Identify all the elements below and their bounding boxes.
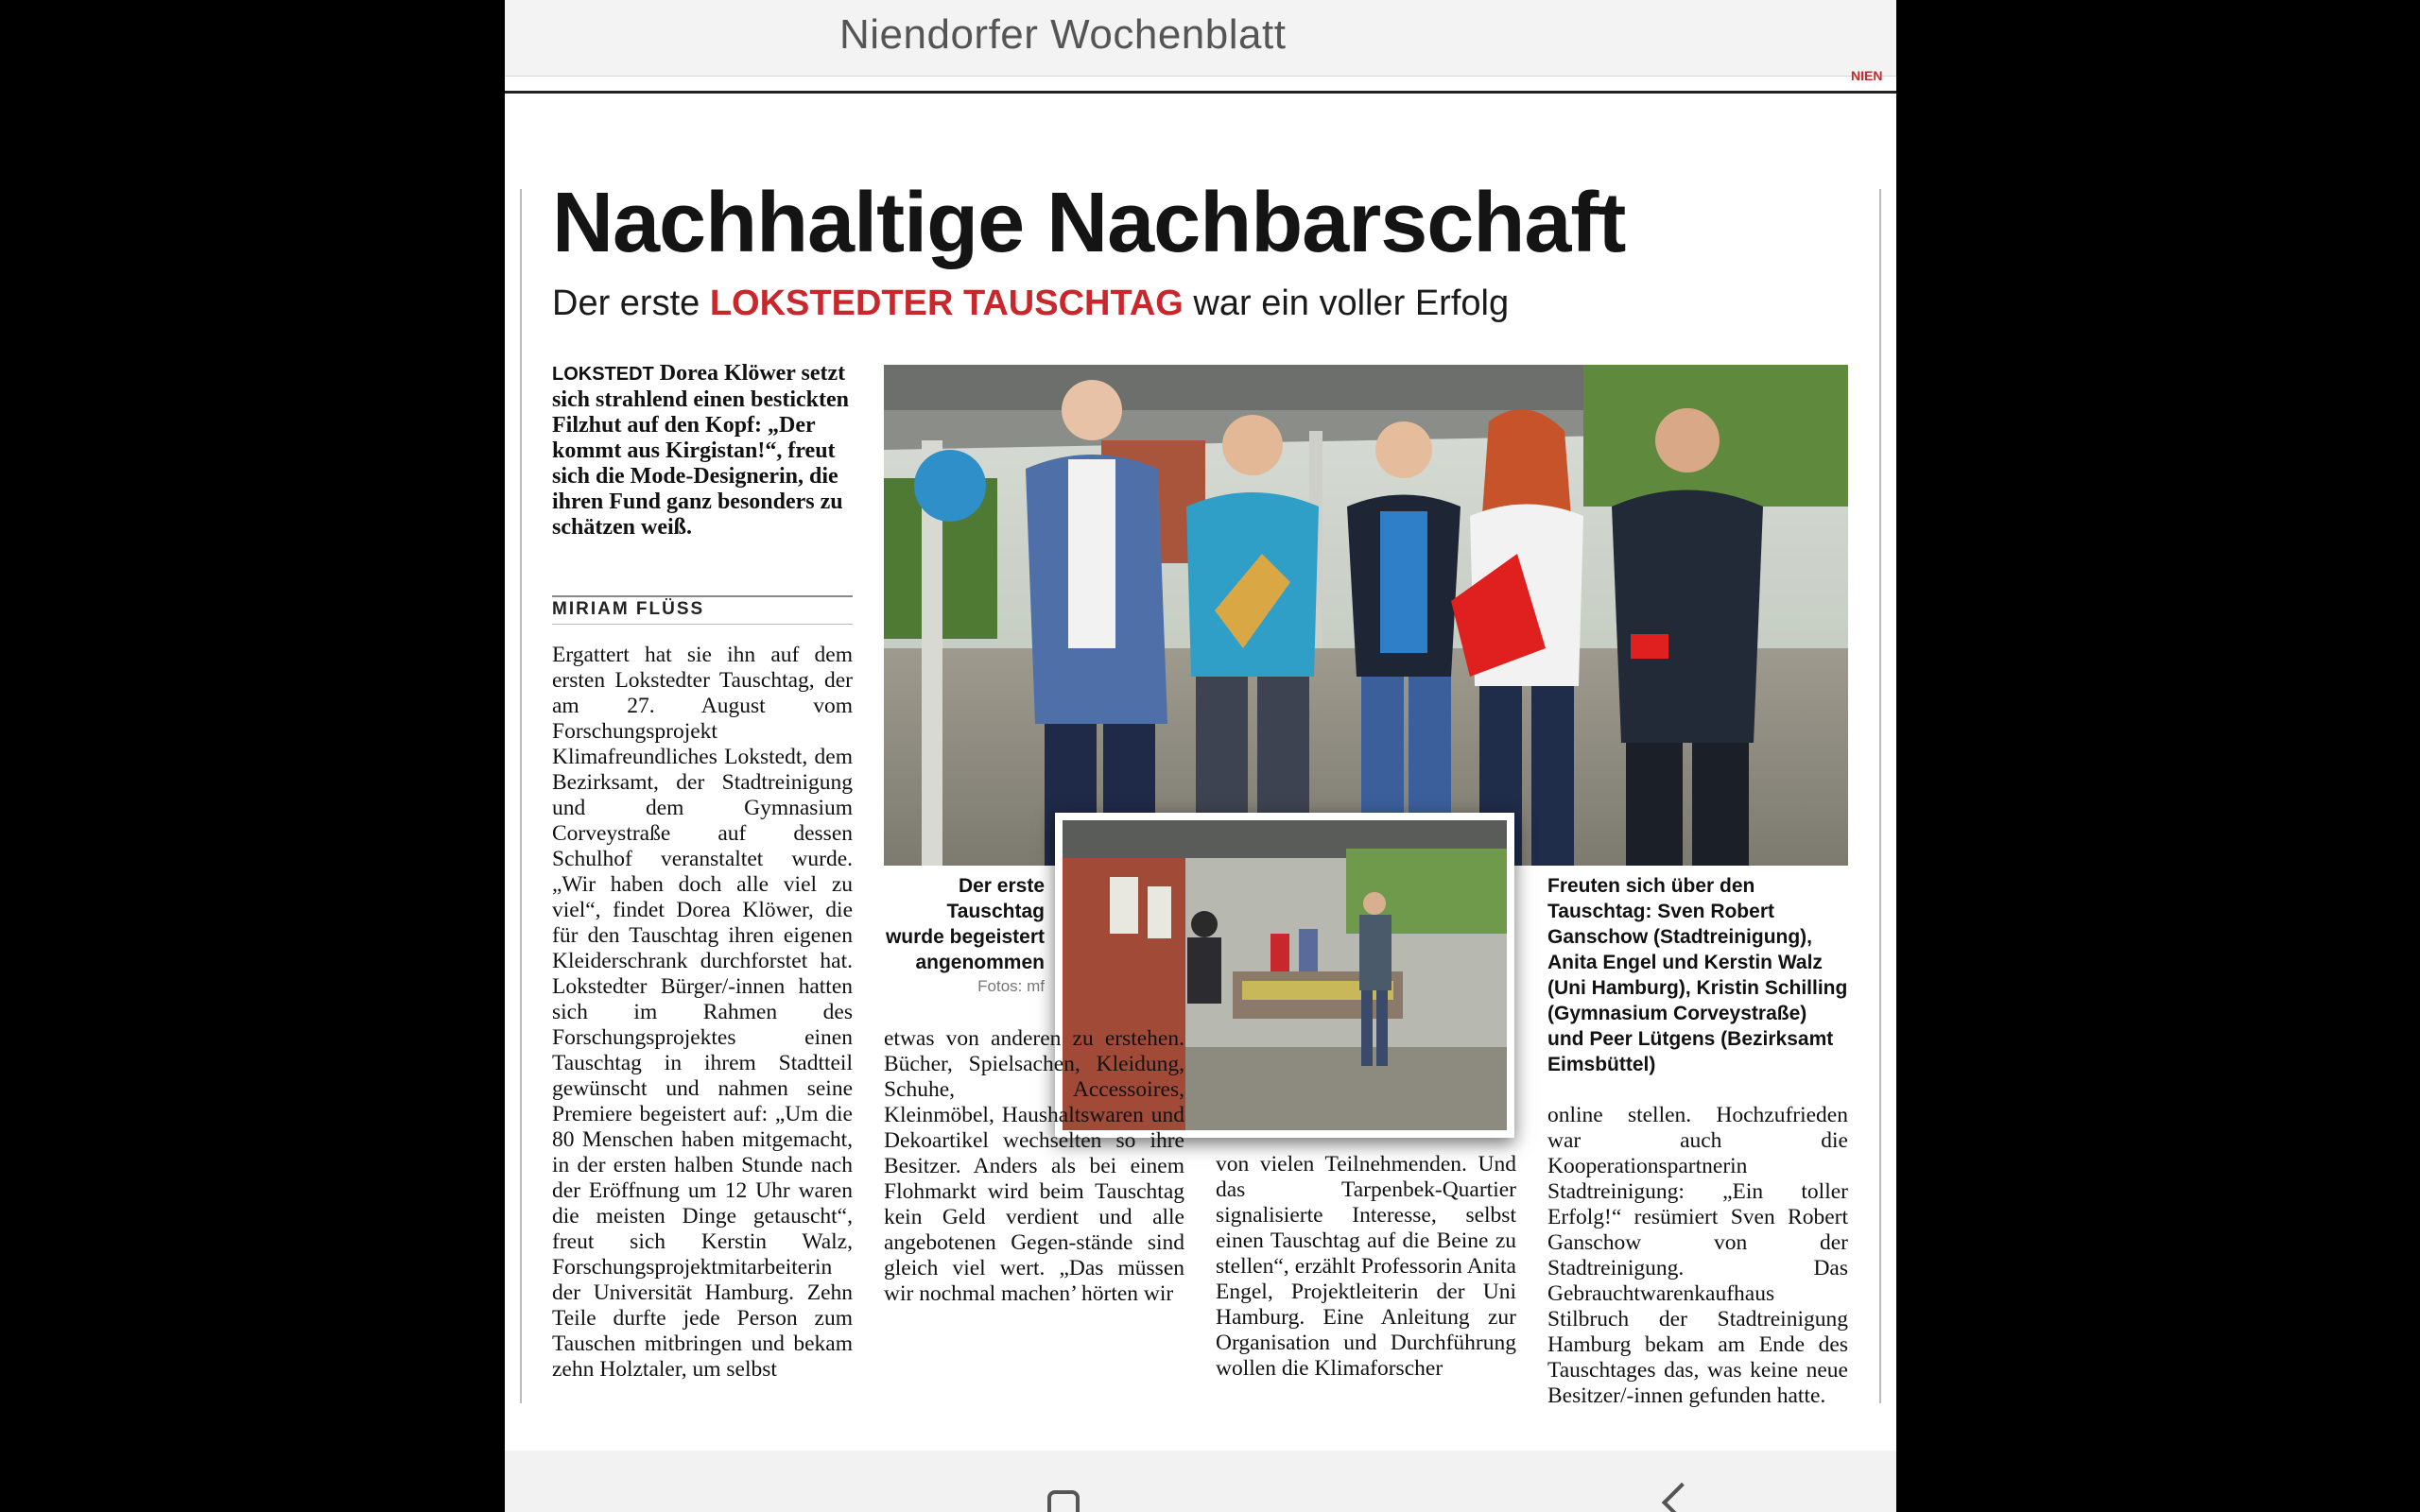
article-lead [552,361,853,541]
main-photo [884,365,1848,866]
page-top-rule [505,91,1896,94]
subline-pre: Der erste [552,284,710,323]
home-icon[interactable] [1047,1490,1080,1512]
lead-kicker: LOKSTEDT [552,364,654,385]
body-column-3: von vielen Teilnehmenden. Und das Tarpenbek-Quartier signalisierte Interesse, selbst einen Tauschtag auf die Beine zu stellen“, erzählt Professorin Anita Engel, Projektleiterin der Uni Hamburg. Eine Anleitung zur Organisation und Durchführung wollen die Klimaforscher [1216,1152,1516,1381]
subline-accent: LOKSTEDTER TAUSCHTAG [709,284,1184,323]
frame-left-rule [520,189,522,1403]
caption-right: Freuten sich über den Tauschtag: Sven Robert Ganschow (Stadtreinigung), Anita Engel und Kerstin Walz (Uni Hamburg), Kristin Schilling (Gymnasium Corveystraße) und Peer Lütgens (Bezirksamt Eimsbüttel) [1547,875,1848,1075]
top-bar [505,0,1896,77]
photo-credit: Fotos: mf [977,977,1045,995]
article-author: MIRIAM FLÜSS [552,599,705,619]
article-subline [552,280,1509,327]
caption-left: Der erste Tauschtag wurde begeistert angenommen [885,875,1045,973]
document-viewer [505,0,1896,1512]
body-column-1: Ergattert hat sie ihn auf dem ersten Lokstedter Tauschtag, der am 27. August vom Forschungsprojekt Klimafreundliches Lokstedt, dem Bezirksamt, der Stadtreinigung und dem Gymnasium Corveystraße auf dessen Schulhof veranstaltet wurde. „Wir haben doch alle viel zu viel“, findet Dorea Klöwer, die für den Tauschtag ihren eigenen Kleiderschrank durchforstet hat. Lokstedter Bürger/-innen hatten sich im Rahmen des Forschungsprojektes einen Tauschtag in ihrem Stadtteil gewünscht und nahmen seine Premiere begeistert auf: „Um die 80 Menschen haben mitgemacht, in der ersten halben Stunde nach der Eröffnung um 12 Uhr waren die meisten Dinge getauscht“, freut sich Kerstin Walz, Forschungsprojektmitarbeiterin der Universität Hamburg. Zehn Teile durfte jede Person zum Tauschen mitbringen und bekam zehn Holztaler, um selbst [552,643,853,1382]
app-title: Niendorfer Wochenblatt [839,11,1287,58]
system-nav-bar [505,1451,1896,1512]
body-column-2: etwas von anderen zu erstehen. Bücher, Spielsachen, Kleidung, Schuhe, Accessoires, Kleinmöbel, Haushaltswaren und Dekoartikel wechselten so ihre Besitzer. Anders als bei einem Flohmarkt wird beim Tauschtag kein Geld verdient und alle angebotenen Gegen-stände sind gleich viel wert. „Das müssen wir nochmal machen’ hörten wir [884,1026,1184,1306]
lead-text: Dorea Klöwer setzt sich strahlend einen bestickten Filzhut auf den Kopf: „Der kommt aus Kirgistan!“, freut sich die Mode-Designerin, die ihren Fund ganz besonders zu schätzen weiß. [552,361,850,540]
author-rule-top [552,595,853,597]
author-rule-bottom [552,624,853,625]
article-headline: Nachhaltige Nachbarschaft [552,176,1626,270]
body-column-4: online stellen. Hochzufrieden war auch die Kooperationspartnerin Stadtreinigung: „Ein toller Erfolg!“ resümiert Sven Robert Ganschow von der Stadtreinigung. Das Gebrauchtwarenkaufhaus Stilbruch der Stadtreinigung Hamburg bekam am Ende des Tauschtages das, was keine neue Besitzer/-innen gefunden hatte. [1547,1103,1848,1408]
back-icon[interactable] [1662,1483,1702,1512]
subline-post: war ein voller Erfolg [1183,284,1510,323]
main-photo-illustration [884,365,1848,866]
page-corner-mark: NIEN [1851,70,1883,81]
frame-right-rule [1879,189,1881,1403]
